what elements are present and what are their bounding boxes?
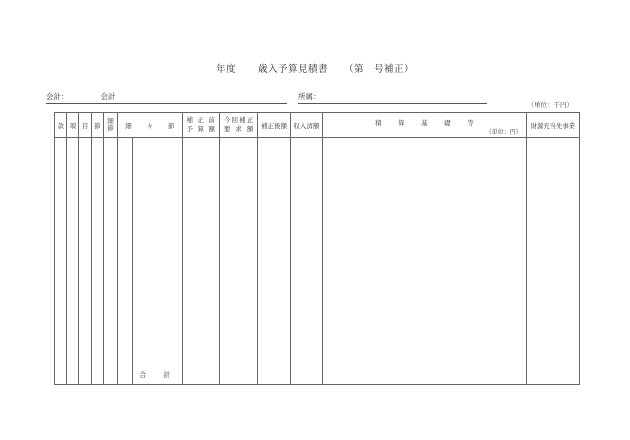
saisaisetsu-subcolumn-divider [132,138,133,384]
col-header-setsu: 節 [92,113,104,137]
col-header-current-amendment-request: 今 回 補 正 要 求 額 [220,113,258,137]
total-label: 合 計 [139,371,171,379]
body-cell-kan [55,138,67,384]
budget-table [54,112,580,385]
saisetsu-char: 節 [107,125,114,132]
col-header-saisetsu [104,113,118,137]
page-title [0,61,630,75]
title-fiscal-year: 年度 [215,65,236,75]
body-cell-post-amendment [258,138,290,384]
body-cell-saisetsu [104,138,118,384]
department-field [298,92,487,104]
saisetsu-char: 細 [107,117,114,125]
saisaisetsu-char: 々 [146,122,154,130]
title-amendment-number: （第 号補正） [344,65,415,75]
table-body [55,138,579,384]
col-header-post-amendment: 補正後額 [258,113,290,137]
unit-note-thousand-yen: （単位：千円） [527,102,573,109]
body-cell-pre-amendment-budget [183,138,220,384]
body-cell-funding-target-project [527,138,579,384]
col-header-amount-received: 収入済額 [291,113,323,137]
department-label: 所属： [298,92,321,101]
col-header-pre-amendment-budget: 補 正 前 予 算 額 [183,113,220,137]
account-value: 会計 [100,92,116,101]
unit-note-yen: （単位：円） [485,130,522,136]
table-header-row [55,113,579,138]
account-field [46,92,287,104]
col-header-saisaisetsu [118,113,182,137]
body-cell-ko [67,138,79,384]
body-cell-moku [79,138,91,384]
col-header-kan: 款 [55,113,67,137]
col-header-ko: 項 [67,113,79,137]
body-cell-saisaisetsu [118,138,182,384]
col-header-moku: 目 [79,113,91,137]
title-main: 歳入予算見積書 [257,65,328,75]
saisaisetsu-char: 節 [168,122,175,130]
body-cell-current-amendment-request [220,138,258,384]
body-cell-calculation-basis [323,138,527,384]
account-label: 会計： [46,92,69,101]
body-cell-setsu [92,138,104,384]
body-cell-amount-received [291,138,323,384]
col-header-funding-target-project: 財源充当先事業 [530,122,575,130]
col-header-calculation-basis: 積 算 基 礎 等 （単位：円） [323,113,527,137]
saisaisetsu-char: 細 [125,122,132,130]
